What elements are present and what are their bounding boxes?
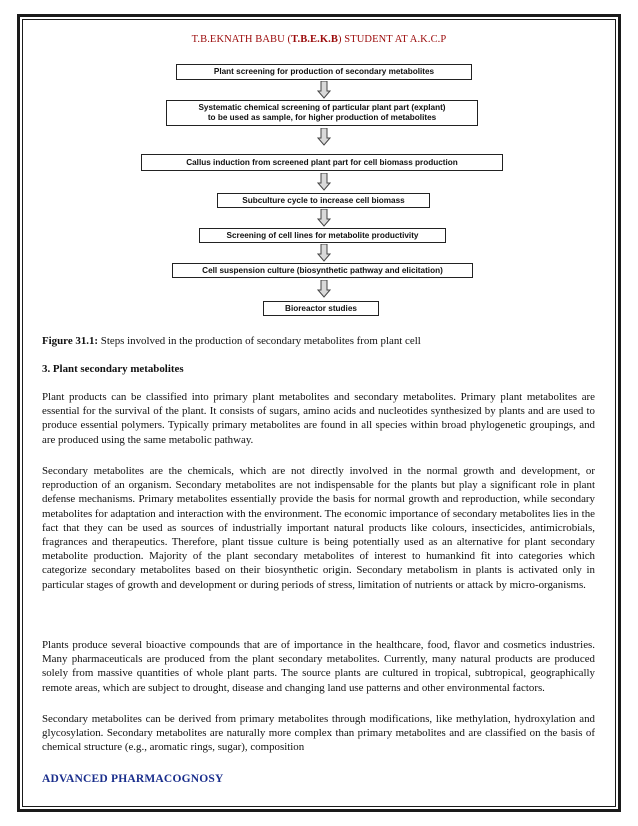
- figure-label: Figure 31.1:: [42, 335, 99, 347]
- flow-step-2: Systematic chemical screening of particular plant part (explant) to be used as sample, for higher production of metabolites: [166, 100, 478, 126]
- down-arrow-icon: [317, 280, 331, 298]
- figure-caption: [42, 334, 595, 348]
- paragraph: Secondary metabolites are the chemicals, which are not directly involved in the normal growth and development, or reproduction of an organism. Secondary metabolites are not indispensable for the plants but play a significant role in plant defense mechanisms. Primary metabolites essentially provide the basis for normal growth and reproduction, while secondary metabolites for adaptation and interaction with the environment. The economic importance of secondary metabolites lies in the fact that they can be used as sources of industrially important natural products like colours, insecticides, antimicrobials, fragrances and therapeutics. Therefore, plant tissue culture is being potentially used as an alternative for plant secondary metabolite production. Majority of the plant secondary metabolites of interest to humankind fit into categories which categorize secondary metabolites based on their biosynthetic origin. Secondary metabolism in plants is activated only in particular stages of growth and development or during periods of stress, limitation of nutrients or attack by micro-organisms.: [42, 465, 595, 591]
- paragraph: Secondary metabolites can be derived from primary metabolites through modifications, like methylation, hydroxylation and glycosylation. Secondary metabolites are naturally more complex than primary metabolites and are classified on the basis of chemical structure (e.g., aromatic rings, sugar), composition: [42, 713, 595, 754]
- flow-step-6: Cell suspension culture (biosynthetic pathway and elicitation): [172, 263, 473, 278]
- paragraph: Plant products can be classified into primary plant metabolites and secondary metabolites. Primary plant metabolites are essential for the survival of the plant. It consists of sugars, amino acids and nucleotides synthesized by plants and are used to produce essential polymers. Typically primary metabolites are found in all species within broad phylogenetic groupings, and are produced using the same metabolic pathway.: [42, 391, 595, 446]
- down-arrow-icon: [317, 128, 331, 146]
- down-arrow-icon: [317, 244, 331, 262]
- figure-caption-text: Steps involved in the production of secondary metabolites from plant cell: [98, 335, 421, 347]
- flow-step-3: Callus induction from screened plant part for cell biomass production: [141, 154, 503, 171]
- section-heading: 3. Plant secondary metabolites: [42, 363, 184, 375]
- flow-step-7: Bioreactor studies: [263, 301, 379, 316]
- page-header: [0, 34, 638, 45]
- page-footer: ADVANCED PHARMACOGNOSY: [42, 773, 224, 785]
- flow-step-1: Plant screening for production of secondary metabolites: [176, 64, 472, 80]
- header-role: ) STUDENT AT A.K.C.P: [337, 34, 447, 45]
- flow-step-4: Subculture cycle to increase cell biomass: [217, 193, 430, 208]
- header-initials: T.B.E.K.B: [291, 34, 338, 45]
- paragraph: Plants produce several bioactive compounds that are of importance in the healthcare, food, flavor and cosmetics industries. Many pharmaceuticals are produced from the plant secondary metabolites. Currently, many natural products are produced solely from massive quantities of whole plant parts. The source plants are cultured in tropical, subtropical, geographically remote areas, which are subject to drought, disease and changing land use patterns and other environmental factors.: [42, 639, 595, 694]
- flow-step-5: Screening of cell lines for metabolite productivity: [199, 228, 446, 243]
- down-arrow-icon: [317, 209, 331, 227]
- header-name: T.B.EKNATH BABU (: [191, 34, 292, 45]
- down-arrow-icon: [317, 81, 331, 99]
- down-arrow-icon: [317, 173, 331, 191]
